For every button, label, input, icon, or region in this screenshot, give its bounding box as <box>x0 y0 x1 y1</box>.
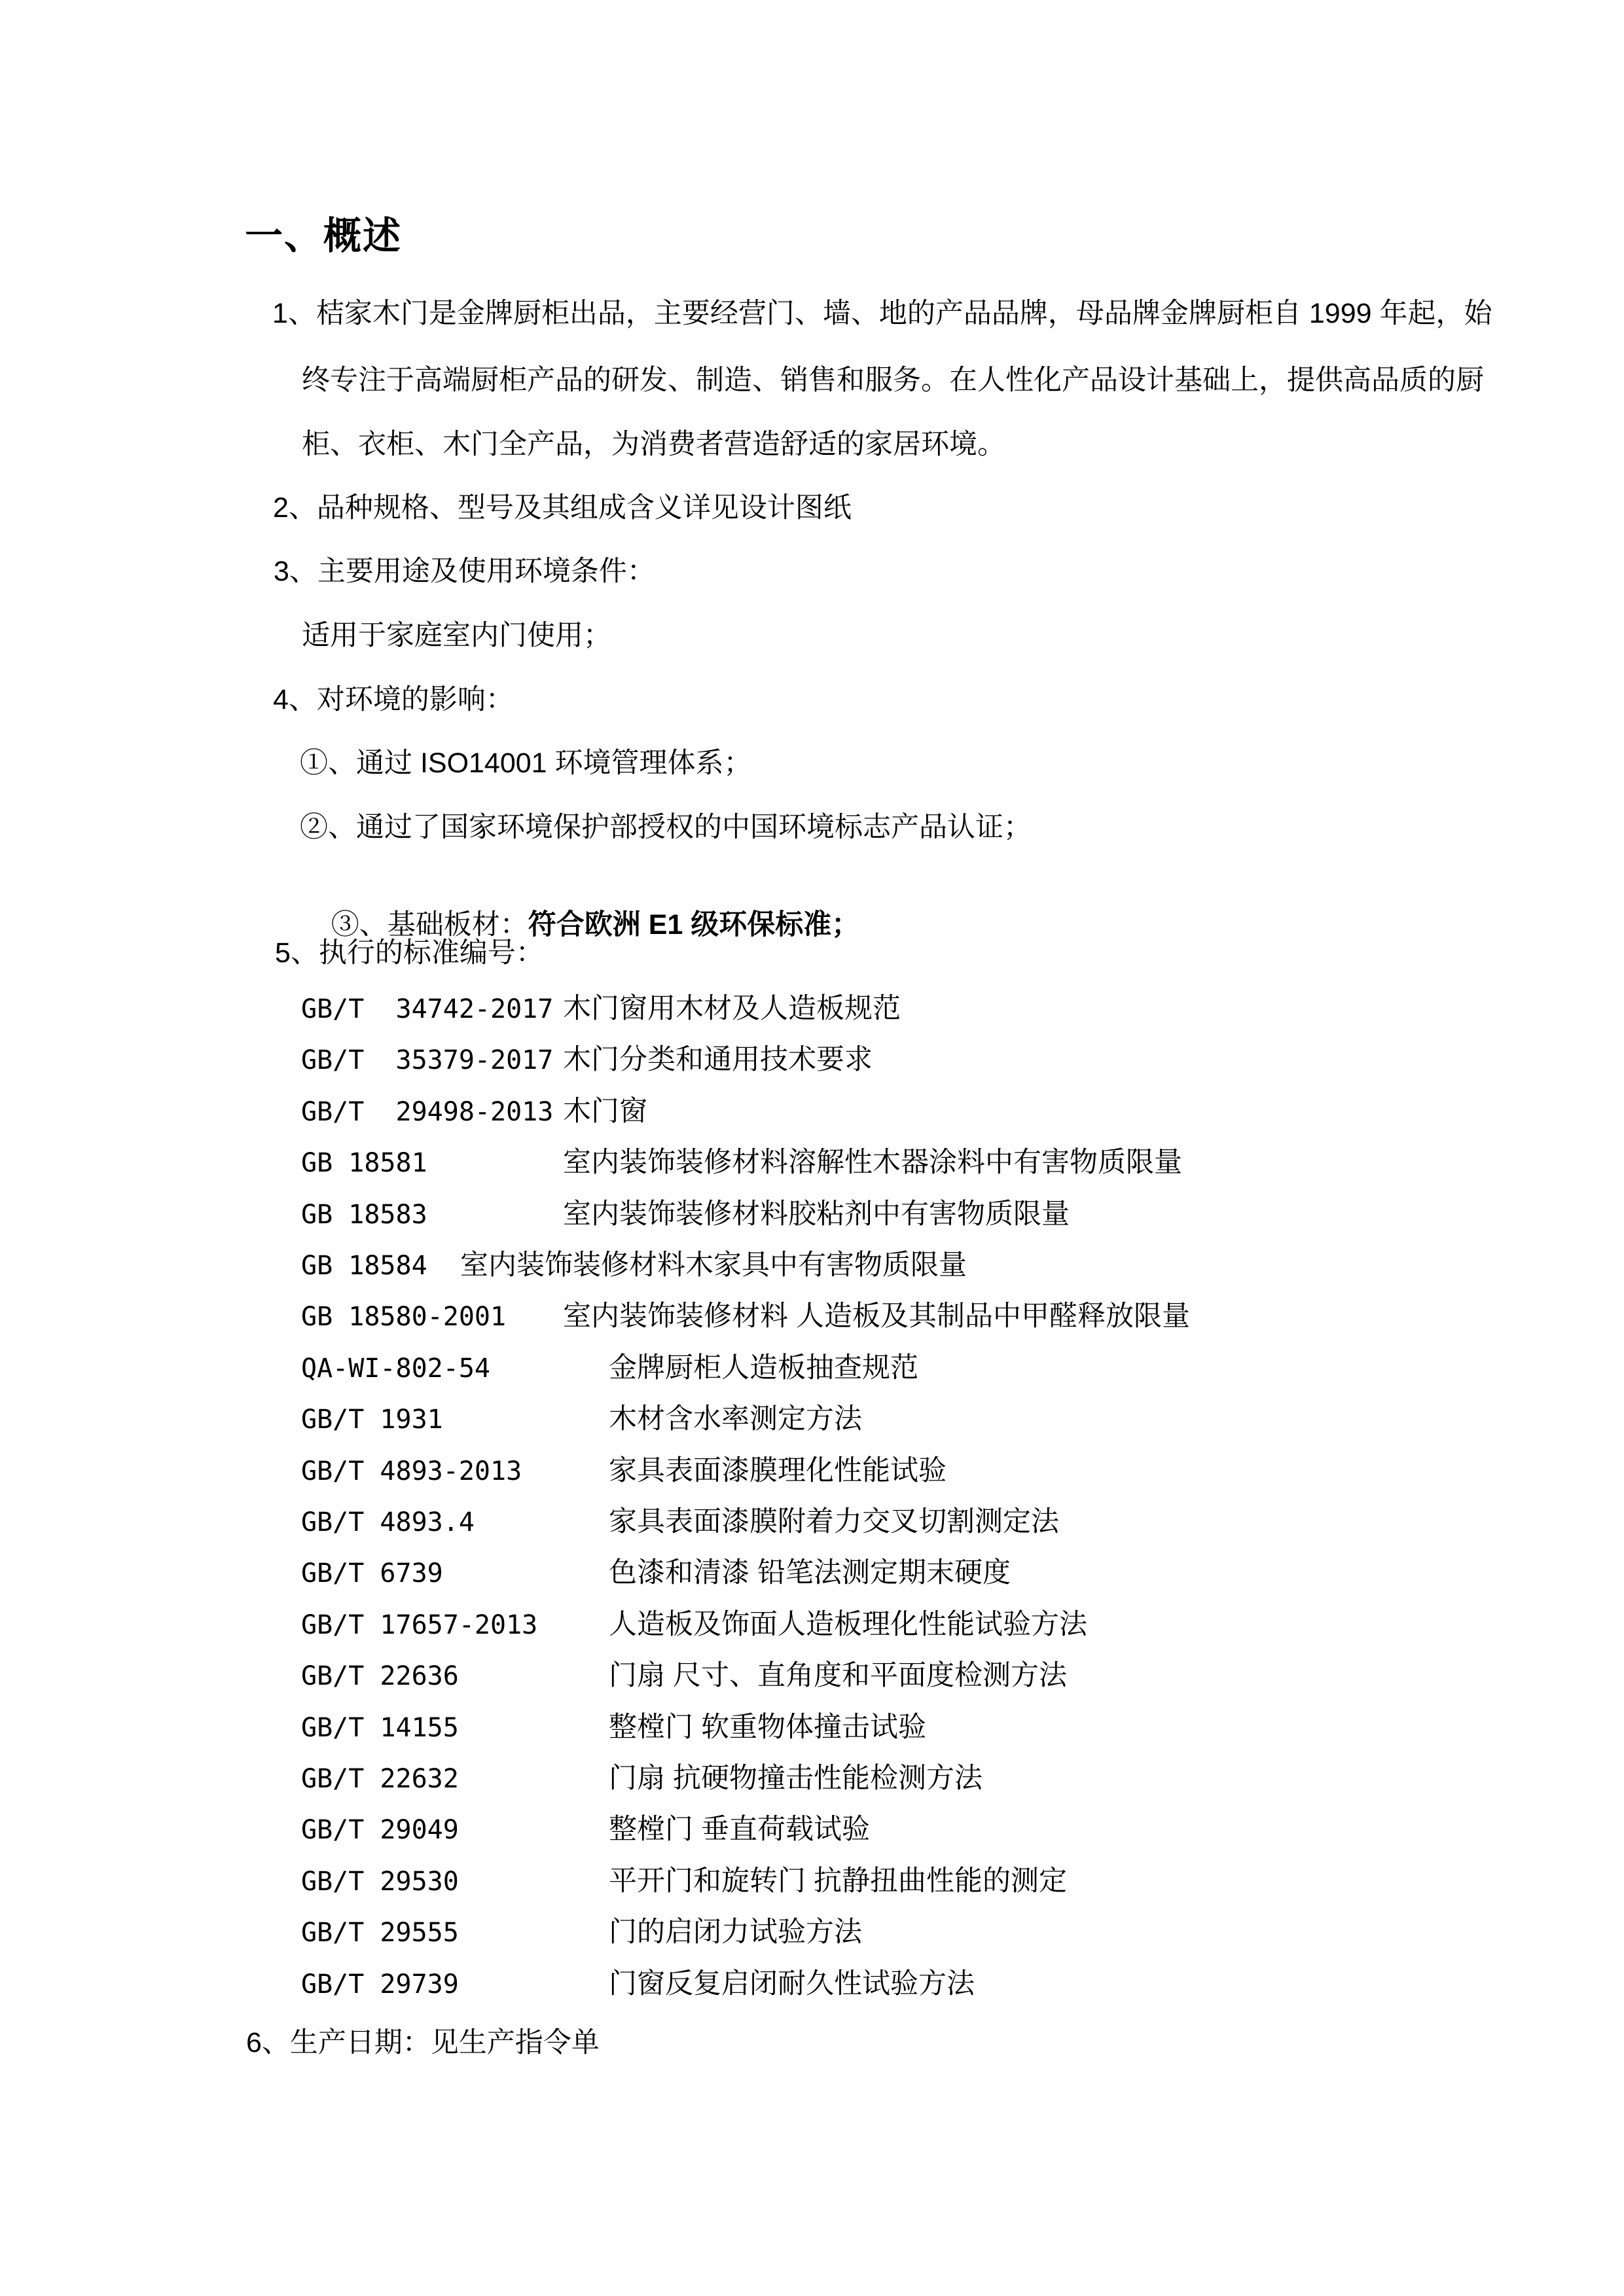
standard-row <box>301 1043 1584 1080</box>
item-1-line-3: 柜、衣柜、木门全产品，为消费者营造舒适的家居环境。 <box>302 429 1005 460</box>
standard-row <box>301 1300 1584 1336</box>
standard-row <box>301 1403 1584 1439</box>
item-4-sub-2: ②、通过了国家环境保护部授权的中国环境标志产品认证； <box>300 812 1032 843</box>
standard-code: GB/T 34742-2017 <box>301 994 554 1024</box>
standard-row <box>301 1711 1584 1748</box>
standard-desc: 平开门和旋转门 抗静扭曲性能的测定 <box>609 1865 1067 1897</box>
standard-row <box>301 1556 1584 1593</box>
standard-desc: 室内装饰装修材料木家具中有害物质限量 <box>460 1249 967 1281</box>
standard-code: GB/T 1931 <box>301 1405 443 1435</box>
section-heading: 一、概述 <box>245 215 403 257</box>
standard-desc: 门窗反复启闭耐久性试验方法 <box>609 1968 975 2000</box>
standard-desc: 金牌厨柜人造板抽查规范 <box>609 1352 918 1384</box>
standard-desc: 木门窗用木材及人造板规范 <box>563 993 901 1024</box>
item-4-sub-1: ①、通过 ISO14001 环境管理体系； <box>300 747 752 779</box>
standard-code: GB/T 4893-2013 <box>301 1456 522 1486</box>
standard-row <box>301 1659 1584 1696</box>
standard-row <box>301 1967 1584 2004</box>
standard-row <box>301 1813 1584 1850</box>
standard-code: GB/T 22632 <box>301 1764 459 1794</box>
standard-desc: 室内装饰装修材料溶解性木器涂料中有害物质限量 <box>563 1147 1182 1178</box>
item-6: 6、生产日期：见生产指令单 <box>246 2027 600 2058</box>
standard-desc: 整樘门 软重物体撞击试验 <box>609 1712 926 1743</box>
item-4: 4、对环境的影响： <box>273 684 514 715</box>
standard-code: GB/T 35379-2017 <box>301 1045 554 1075</box>
standard-row <box>301 1352 1584 1388</box>
standard-code: GB/T 29049 <box>301 1815 459 1845</box>
standard-row <box>301 1916 1584 1952</box>
standard-row <box>301 992 1584 1029</box>
standard-desc: 家具表面漆膜附着力交叉切割测定法 <box>609 1506 1059 1537</box>
standard-row <box>301 1249 1584 1285</box>
standard-desc: 人造板及饰面人造板理化性能试验方法 <box>609 1609 1087 1640</box>
standard-code: GB/T 29530 <box>301 1867 459 1897</box>
standard-desc: 室内装饰装修材料胶粘剂中有害物质限量 <box>563 1198 1070 1230</box>
standard-row <box>301 1505 1584 1542</box>
standard-code: GB 18580-2001 <box>301 1302 507 1332</box>
standard-desc: 室内装饰装修材料 人造板及其制品中甲醛释放限量 <box>563 1300 1190 1332</box>
standard-desc: 木门分类和通用技术要求 <box>563 1044 873 1075</box>
item-4-sub-3-bold-text: 符合欧洲 E1 级环保标准； <box>528 909 860 941</box>
standard-desc: 家具表面漆膜理化性能试验 <box>609 1455 947 1486</box>
item-4-sub-3-label: ③、基础板材： <box>331 909 528 941</box>
standard-desc: 门扇 抗硬物撞击性能检测方法 <box>609 1763 983 1794</box>
standard-code: GB/T 29739 <box>301 1969 459 2000</box>
standard-row <box>301 1865 1584 1901</box>
standard-desc: 门扇 尺寸、直角度和平面度检测方法 <box>609 1660 1067 1691</box>
item-3-sub: 适用于家庭室内门使用； <box>302 620 611 651</box>
standard-code: GB 18583 <box>301 1200 427 1230</box>
standard-code: GB/T 14155 <box>301 1713 459 1743</box>
item-5: 5、执行的标准编号： <box>275 937 544 969</box>
standard-code: GB/T 29498-2013 <box>301 1097 554 1127</box>
standard-desc: 木材含水率测定方法 <box>609 1403 862 1435</box>
standard-desc: 色漆和清漆 铅笔法测定期末硬度 <box>609 1557 1011 1588</box>
standard-code: GB/T 29555 <box>301 1918 459 1948</box>
standard-code: GB/T 17657-2013 <box>301 1610 538 1640</box>
standard-desc: 木门窗 <box>563 1096 647 1127</box>
standard-desc: 门的启闭力试验方法 <box>609 1916 862 1948</box>
standard-code: GB 18584 <box>301 1251 427 1281</box>
standard-row <box>301 1095 1584 1132</box>
standard-desc: 整樘门 垂直荷载试验 <box>609 1814 870 1845</box>
standard-row <box>301 1762 1584 1799</box>
item-2: 2、品种规格、型号及其组成含义详见设计图纸 <box>273 492 852 524</box>
item-3: 3、主要用途及使用环境条件： <box>274 556 655 587</box>
standard-code: GB 18581 <box>301 1148 427 1178</box>
item-1-line-1: 1、桔家木门是金牌厨柜出品，主要经营门、墙、地的产品品牌，母品牌金牌厨柜自 1999 年起，始 <box>272 298 1492 329</box>
standard-code: GB/T 4893.4 <box>301 1507 475 1537</box>
standard-row <box>301 1146 1584 1183</box>
standard-row <box>301 1198 1584 1234</box>
item-1-line-2: 终专注于高端厨柜产品的研发、制造、销售和服务。在人性化产品设计基础上，提供高品质的厨 <box>302 365 1484 396</box>
standard-row <box>301 1608 1584 1645</box>
standard-row <box>301 1454 1584 1491</box>
standard-code: QA-WI-802-54 <box>301 1354 490 1384</box>
standard-code: GB/T 6739 <box>301 1558 443 1588</box>
standard-code: GB/T 22636 <box>301 1661 459 1691</box>
